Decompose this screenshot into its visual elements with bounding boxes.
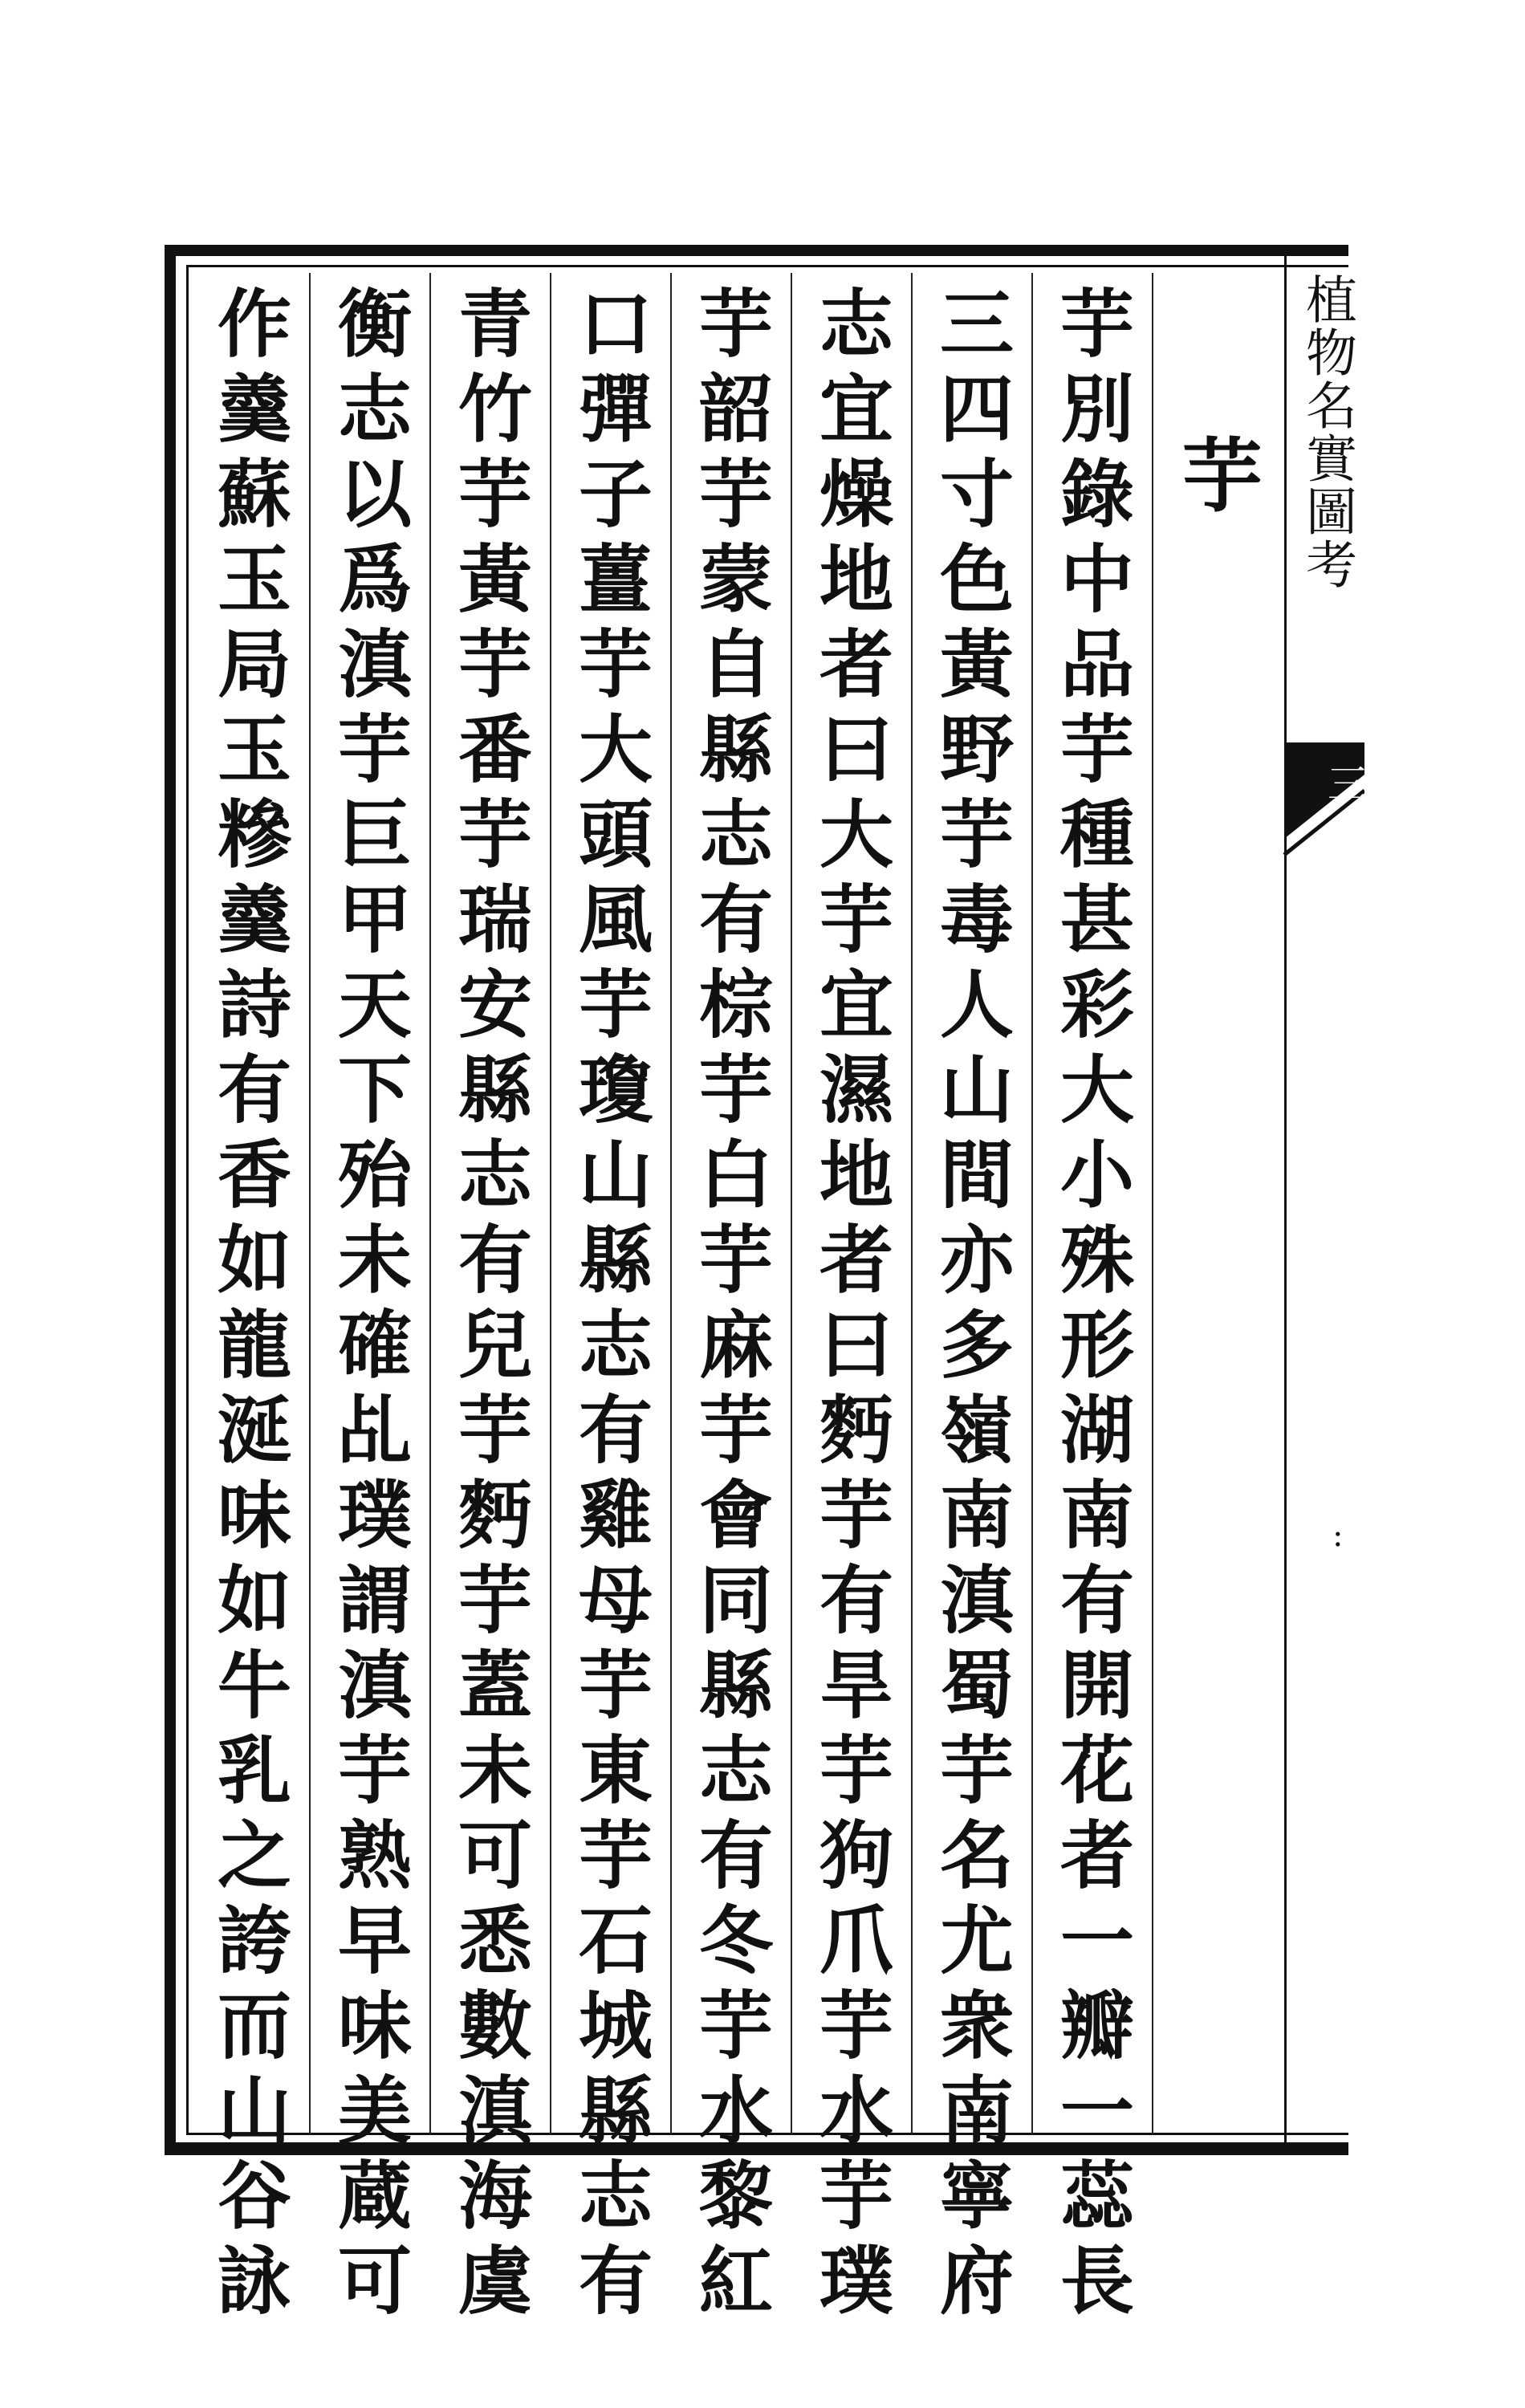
section-heading: 芋 bbox=[1169, 433, 1263, 514]
column-rule bbox=[429, 273, 431, 2135]
column-rule bbox=[911, 273, 913, 2135]
column-rule bbox=[550, 273, 551, 2135]
text-column-4: 芋韶芋蒙自縣志有棕芋白芋麻芋會同縣志有冬芋水黎紅 bbox=[687, 285, 774, 2327]
column-rule bbox=[1152, 273, 1153, 2135]
column-rule bbox=[1031, 273, 1033, 2135]
column-rule bbox=[670, 273, 672, 2135]
text-column-5: 口彈子薑芋大頭風芋瓊山縣志有雞母芋東芋石城縣志有 bbox=[567, 285, 653, 2327]
chapter-number: 三 bbox=[1321, 763, 1368, 804]
text-column-3: 志宜燥地者曰大芋宜濕地者曰麪芋有旱芋狗爪芋水芋璞 bbox=[807, 285, 894, 2327]
text-column-7: 衡志以爲滇芋巨甲天下殆未確乩璞謂滇芋熟早味美蔵可 bbox=[326, 285, 413, 2327]
column-rule bbox=[309, 273, 311, 2135]
running-title: 植物名實圖考 bbox=[1297, 273, 1356, 591]
text-column-8: 作羹蘇玉局玉糝羹詩有香如龍涎味如牛乳之誇而山谷詠 bbox=[205, 285, 292, 2327]
text-column-6: 青竹芋黃芋番芋瑞安縣志有兒芋麪芋蓋未可悉數滇海虞 bbox=[446, 285, 533, 2327]
text-column-1: 芋別錄中品芋種甚彩大小殊形湖南有開花者一瓣一蕊長 bbox=[1048, 285, 1135, 2327]
column-rule bbox=[791, 273, 792, 2135]
leaf-number-mark: : bbox=[1332, 1517, 1344, 1554]
banxin-divider bbox=[1284, 255, 1287, 2146]
text-column-2: 三四寸色黃野芋毒人山間亦多嶺南滇蜀芋名尤衆南寧府 bbox=[928, 285, 1015, 2327]
